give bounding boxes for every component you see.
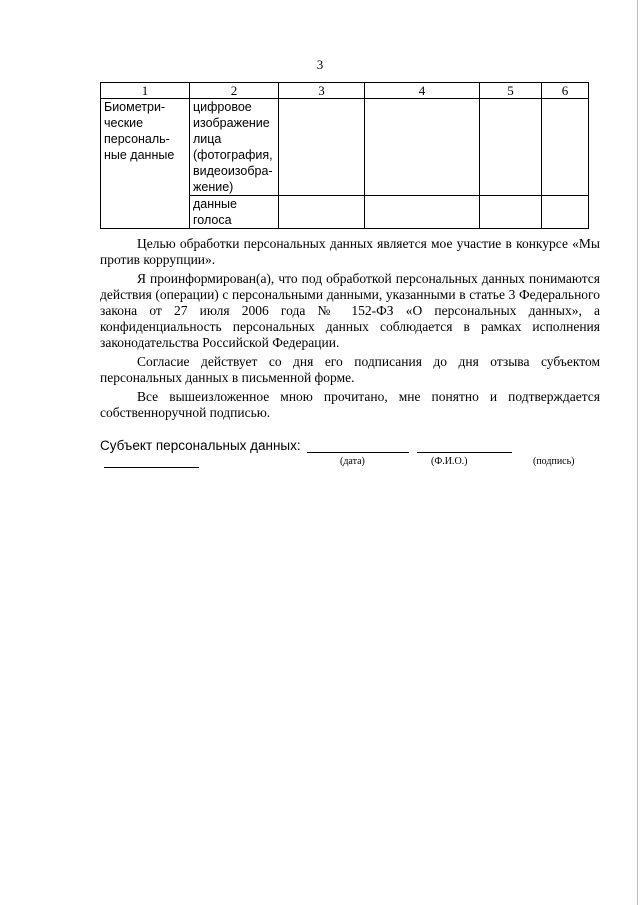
cell-line: жение) xyxy=(193,180,234,194)
empty-cell xyxy=(279,99,365,196)
data-type-cell xyxy=(190,196,279,229)
table-header-row xyxy=(101,83,589,99)
paragraph: Все вышеизложенное мною прочитано, мне понятно и подтверждается собственноручной подписью. xyxy=(100,389,600,420)
paragraph: Целью обработки персональных данных является мое участие в конкурсе «Мы против коррупции». xyxy=(100,236,600,267)
cell-line: изображение xyxy=(193,116,270,130)
page-edge xyxy=(637,0,638,905)
name-line[interactable] xyxy=(417,438,512,453)
category-cell xyxy=(101,99,190,229)
paragraph: Согласие действует со дня его подписания до дня отзыва субъектом персональных данных в письменной форме. xyxy=(100,354,600,385)
empty-cell xyxy=(365,196,480,229)
cell-line: голоса xyxy=(193,213,232,227)
signature-line[interactable] xyxy=(104,453,199,468)
date-line[interactable] xyxy=(307,438,409,453)
column-header: 4 xyxy=(365,83,480,99)
empty-cell xyxy=(279,196,365,229)
personal-data-table xyxy=(100,82,589,229)
category-line: персональ- xyxy=(104,132,170,146)
cell-line: цифровое xyxy=(193,100,252,114)
signature-caption: (подпись) xyxy=(533,456,575,467)
category-line: Биометри- xyxy=(104,100,166,114)
date-caption: (дата) xyxy=(340,456,365,467)
consent-text xyxy=(100,236,600,424)
cell-line: лица xyxy=(193,132,222,146)
column-header: 5 xyxy=(480,83,542,99)
signature-label: Субъект персональных данных: xyxy=(100,438,301,453)
name-caption: (Ф.И.О.) xyxy=(431,456,468,467)
empty-cell xyxy=(542,196,589,229)
data-type-cell xyxy=(190,99,279,196)
empty-cell xyxy=(480,99,542,196)
table-row xyxy=(101,99,589,196)
column-header: 1 xyxy=(101,83,190,99)
page-number: 3 xyxy=(316,57,324,72)
category-line: ные данные xyxy=(104,148,175,162)
empty-cell xyxy=(542,99,589,196)
cell-line: (фотография, xyxy=(193,148,273,162)
empty-cell xyxy=(480,196,542,229)
cell-line: видеоизобра- xyxy=(193,164,273,178)
column-header: 2 xyxy=(190,83,279,99)
paragraph: Я проинформирован(а), что под обработкой персональных данных понимаются действия (операции) с персональными данными, указанными в статье 3 Федерального закона от 27 июля 2006 года № 152-ФЗ «О персональных данных», а конфиденциальность персональных данных соблюдается в рамках исполнения законодательства Российской Федерации. xyxy=(100,271,600,350)
cell-line: данные xyxy=(193,197,237,211)
category-line: ческие xyxy=(104,116,144,130)
column-header: 6 xyxy=(542,83,589,99)
column-header: 3 xyxy=(279,83,365,99)
empty-cell xyxy=(365,99,480,196)
